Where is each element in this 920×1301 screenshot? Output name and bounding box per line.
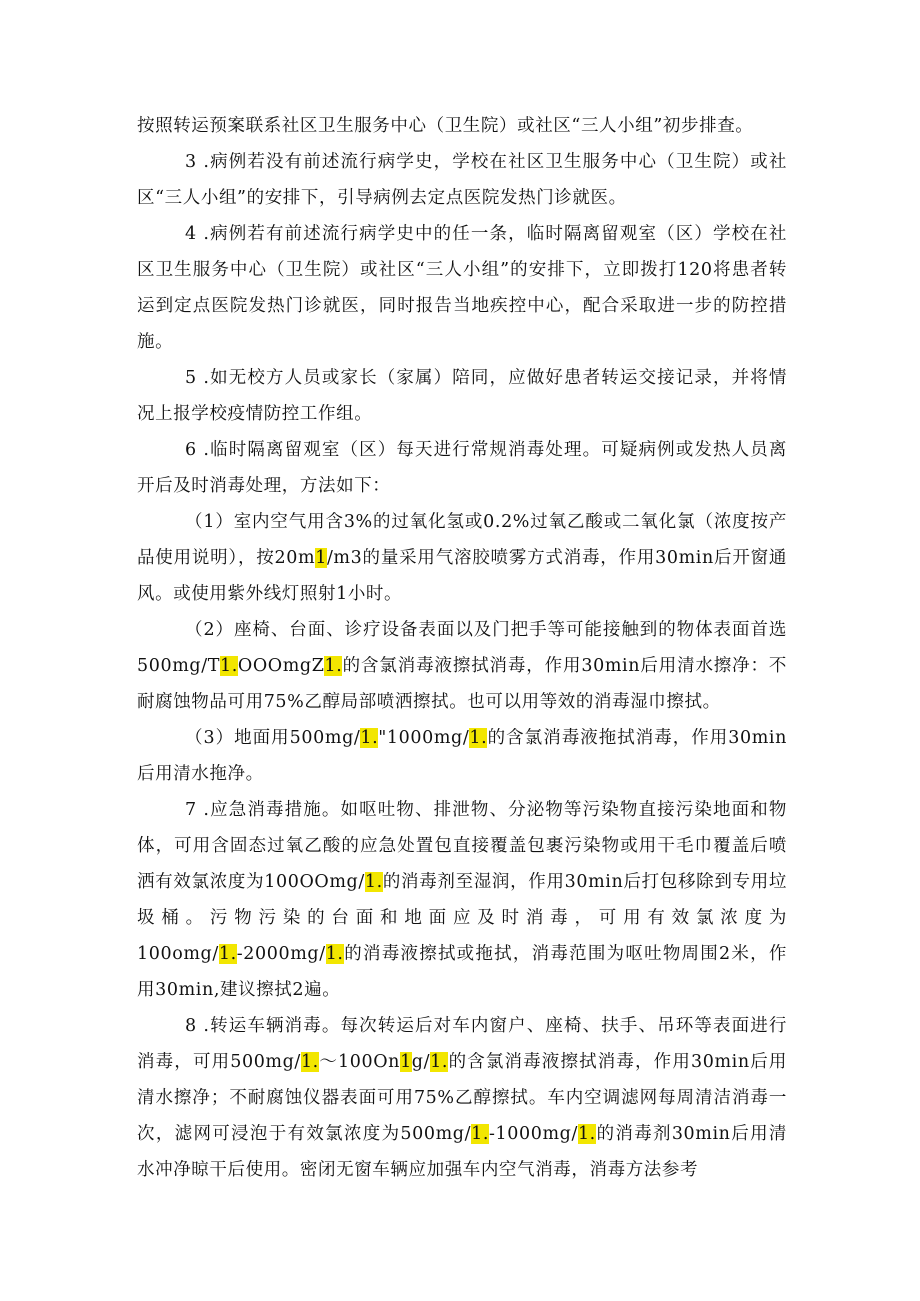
paragraph: [137, 360, 787, 432]
highlighted-text: 1.: [430, 1052, 449, 1072]
paragraph-text: 的含氯消毒液拖拭消毒，作用30min后用清水拖净。: [137, 728, 787, 784]
paragraph: [137, 216, 787, 360]
document-body: [137, 108, 787, 1188]
highlighted-text: 1.: [469, 728, 488, 748]
paragraph-text: 的含氯消毒液擦拭消毒，作用30min后用清水擦净；不耐腐蚀仪器表面可用75%乙醇擦拭。车内空调滤网每周清洁消毒一次，滤网可浸泡于有效氯浓度为500mg/: [137, 1052, 787, 1144]
paragraph: [137, 504, 787, 612]
paragraph: [137, 108, 787, 144]
paragraph-text: 6 .临时隔离留观室（区）每天进行常规消毒处理。可疑病例或发热人员离开后及时消毒处理，方法如下：: [137, 440, 787, 496]
paragraph-text: 8 .转运车辆消毒。每次转运后对车内窗户、座椅、扶手、吊环等表面进行消毒，可用500mg/: [137, 1016, 787, 1072]
highlighted-text: 1: [315, 548, 327, 568]
paragraph-text: -2000mg/: [236, 944, 326, 964]
paragraph-text: 的含氯消毒液擦拭消毒，作用30min后用清水擦净：不耐腐蚀物品可用75%乙醇局部喷洒擦拭。也可以用等效的消毒湿巾擦拭。: [137, 656, 788, 712]
paragraph-text: OOOmgZ: [237, 656, 325, 676]
paragraph: [137, 720, 787, 792]
highlighted-text: 1: [400, 1052, 412, 1072]
paragraph: [137, 432, 787, 504]
paragraph-text: 的消毒液擦拭或拖拭，消毒范围为呕吐物周围2米，作用30min,建议擦拭2遍。: [137, 944, 787, 1000]
paragraph-text: 〜100On: [318, 1052, 401, 1072]
paragraph-text: 7 .应急消毒措施。如呕吐物、排泄物、分泌物等污染物直接污染地面和物体，可用含固态过氧乙酸的应急处置包直接覆盖包裹污染物或用干毛巾覆盖后喷洒有效氯浓度为100OOmg/: [137, 800, 787, 892]
paragraph-text: 按照转运预案联系社区卫生服务中心（卫生院）或社区“三人小组”初步排查。: [137, 116, 754, 136]
paragraph: [137, 612, 787, 720]
paragraph-text: （3）地面用500mg/: [185, 728, 361, 748]
paragraph-text: "1000mg/: [378, 728, 470, 748]
paragraph-text: 的消毒剂至湿润，作用30min后打包移除到专用垃圾桶。污物污染的台面和地面应及时消毒，可用有效氯浓度为100omg/: [137, 872, 787, 964]
paragraph-text: 的消毒剂30min后用清水冲净晾干后使用。密闭无窗车辆应加强车内空气消毒，消毒方法参考: [137, 1124, 787, 1180]
highlighted-text: 1.: [300, 1052, 319, 1072]
highlighted-text: 1.: [364, 872, 383, 892]
highlighted-text: 1.: [577, 1124, 596, 1144]
highlighted-text: 1.: [324, 656, 343, 676]
paragraph-text: /m3的量采用气溶胶喷雾方式消毒，作用30min后开窗通风。或使用紫外线灯照射1小时。: [137, 548, 787, 604]
paragraph-text: 4 .病例若有前述流行病学史中的任一条，临时隔离留观室（区）学校在社区卫生服务中心（卫生院）或社区“三人小组”的安排下，立即拨打120将患者转运到定点医院发热门诊就医，同时报告当地疾控中心，配合采取进一步的防控措施。: [137, 224, 787, 352]
paragraph: [137, 144, 787, 216]
paragraph-text: g/: [411, 1052, 431, 1072]
paragraph-text: 3 .病例若没有前述流行病学史，学校在社区卫生服务中心（卫生院）或社区“三人小组”的安排下，引导病例去定点医院发热门诊就医。: [137, 152, 787, 208]
highlighted-text: 1.: [360, 728, 379, 748]
paragraph: [137, 792, 787, 1008]
paragraph: [137, 1008, 787, 1188]
highlighted-text: 1.: [325, 944, 344, 964]
highlighted-text: 1.: [471, 1124, 489, 1144]
highlighted-text: 1.: [219, 656, 238, 676]
paragraph-text: （2）座椅、台面、诊疗设备表面以及门把手等可能接触到的物体表面首选500mg/T: [137, 620, 787, 676]
paragraph-text: -1000mg/: [489, 1124, 578, 1144]
paragraph-text: （1）室内空气用含3%的过氧化氢或0.2%过氧乙酸或二氧化氯（浓度按产品使用说明），按20m: [137, 512, 787, 568]
highlighted-text: 1.: [218, 944, 237, 964]
paragraph-text: 5 .如无校方人员或家长（家属）陪同，应做好患者转运交接记录，并将情况上报学校疫情防控工作组。: [137, 368, 787, 424]
